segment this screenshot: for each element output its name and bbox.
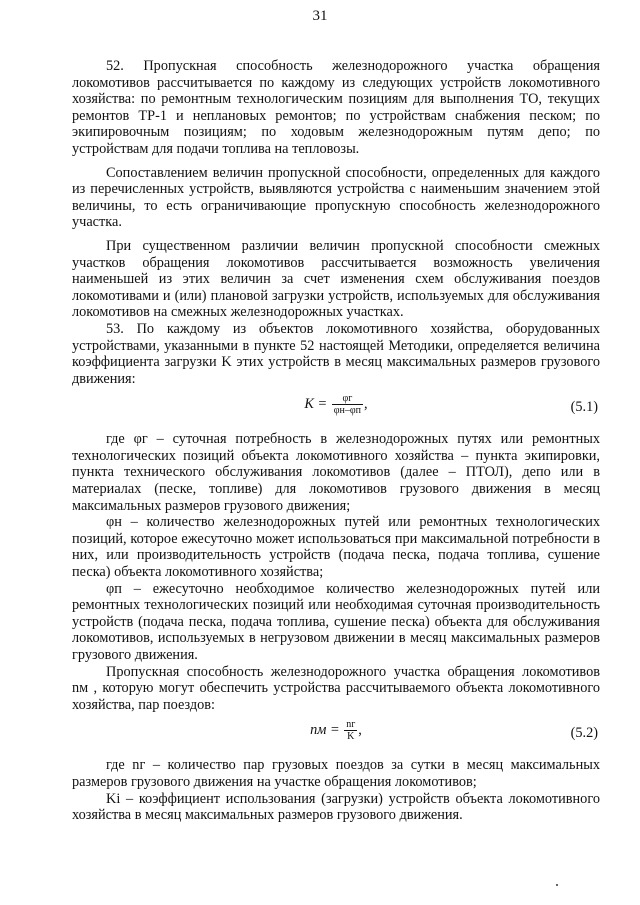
- formula-5-1-denominator: φн–φп: [333, 405, 361, 417]
- paragraph-phi-g: где φг – суточная потребность в железнодорожных путях или ремонтных технологических позиций объекта локомотивного хозяйства – пункта экипировки, пункта технического обслуживания локомотивов (далее – ПТОЛ), депо или в материалах (песке, топливе) для локомотивов грузового движения в месяц максимальных размеров грузового движения;: [72, 431, 600, 514]
- formula-5-2-lhs: nм =: [310, 722, 340, 739]
- formula-5-1-numerator: φг: [342, 393, 353, 405]
- paragraph-capacity: Пропускная способность железнодорожного участка обращения локомотивов nм , которую могут обеспечить устройства рассчитываемого объекта локомотивного хозяйства, пар поездов:: [72, 663, 600, 713]
- paragraph-k-i: Ki – коэффициент использования (загрузки) устройств объекта локомотивного хозяйства в месяц максимальных размеров грузового движения.: [72, 790, 600, 824]
- formula-5-1-tail: ,: [364, 396, 368, 413]
- formula-5-2-fraction: [344, 719, 357, 742]
- formula-5-2-denominator: K: [344, 730, 357, 742]
- paragraph-53: 53. По каждому из объектов локомотивного хозяйства, оборудованных устройствами, указанными в пункте 52 настоящей Методики, определяется величина коэффициента загрузки K этих устройств в месяц максимальных размеров грузового движения:: [72, 320, 600, 387]
- formula-5-2-tail: ,: [358, 722, 362, 739]
- formula-5-2-expression: [72, 719, 600, 742]
- formula-5-2-numerator: nг: [346, 719, 356, 731]
- formula-5-1: [72, 389, 600, 427]
- paragraph-52: 52. Пропускная способность железнодорожного участка обращения локомотивов рассчитывается по каждому из следующих устройств локомотивного хозяйства: по ремонтным технологическим позициям для выполнения ТО, текущих ремонтов ТР-1 и неплановых ремонтов; по устройствам снабжения песком; по экипировочным позициям; по ходовым железнодорожным путям депо; по устройствам для подачи топлива на тепловозы.: [72, 58, 600, 157]
- page-number: 31: [312, 8, 328, 24]
- paragraph-phi-n: φн – количество железнодорожных путей или ремонтных технологических позиций, которое ежесуточно может использоваться при максимальной потребности в них, или производительность устройств (подача песка, подача топлива, сушение песка) объекта локомотивного хозяйства;: [72, 514, 600, 581]
- paragraph-adjacent-sections: При существенном различии величин пропускной способности смежных участков обращения локомотивов рассчитывается возможность увеличения наименьшей из этих величин за счет изменения схем обслуживания поездов локомотивами и (или) плановой загрузки устройств, используемых для обслуживания локомотивов на смежных железнодорожных участках.: [72, 237, 600, 321]
- formula-5-2: [72, 715, 600, 753]
- formula-5-1-number: (5.1): [570, 399, 598, 416]
- paragraph-comparison: Сопоставлением величин пропускной способности, определенных для каждого из перечисленных устройств, выявляются устройства с наименьшим значением этой величины, то есть ограничивающие пропускную способность железнодорожного участка.: [72, 164, 600, 231]
- formula-5-1-fraction: [332, 393, 363, 416]
- paragraph-phi-p: φп – ежесуточно необходимое количество железнодорожных путей или ремонтных технологических позиций или необходимая суточная производительность устройств (подача песка, подача топлива, сушение песка) объекта для обслуживания локомотивов, используемых в негрузовом движении в месяц максимальных размеров грузового движения.: [72, 580, 600, 663]
- formula-5-2-number: (5.2): [570, 725, 598, 742]
- formula-5-1-lhs: K =: [304, 396, 328, 413]
- document-body: [72, 58, 600, 824]
- scan-speck: [556, 884, 558, 886]
- formula-5-1-expression: [72, 393, 600, 416]
- paragraph-n-g: где nг – количество пар грузовых поездов за сутки в месяц максимальных размеров грузового движения на участке обращения локомотивов;: [72, 757, 600, 790]
